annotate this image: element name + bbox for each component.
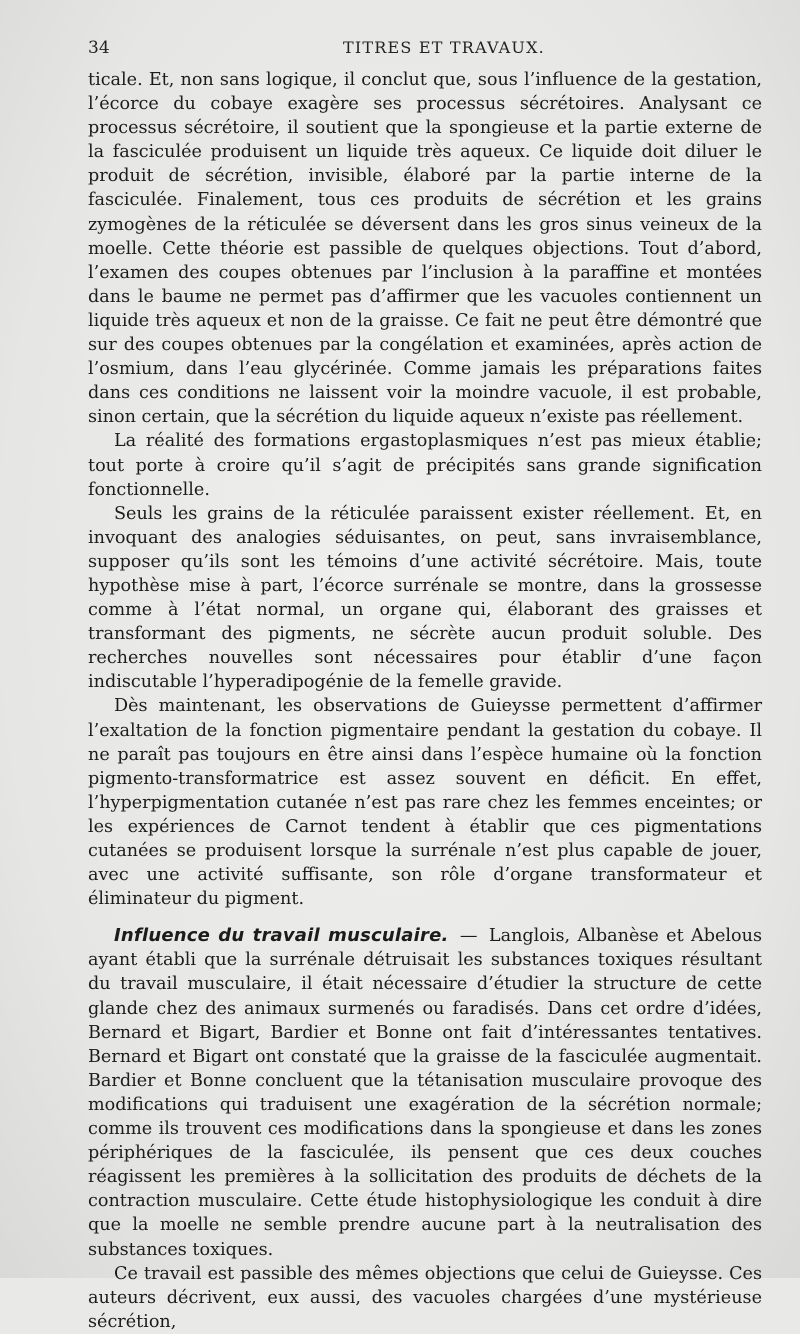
- section-dash: —: [459, 926, 478, 947]
- paragraph: Dès maintenant, les observations de Guieysse permettent d’affirmer l’exaltation de la fonction pigmentaire pendant la gestation du cobaye. Il ne paraît pas toujours en être ainsi dans l’espèce humaine où la fonction pigmento-transformatrice est assez souvent en déficit. En effet, l’hyperpigmentation cutanée n’est pas rare chez les femmes enceintes; or les expériences de Carnot tendent à établir que ces pigmentations cutanées se produisent lorsque la surrénale n’est plus capable de jouer, avec une activité suffisante, son rôle d’organe transformateur et éliminateur du pigment.: [88, 696, 762, 910]
- paragraph: Ce travail est passible des mêmes objections que celui de Guieysse. Ces auteurs décrivent, eux aussi, des vacuoles chargées d’une mystérieuse sécrétion,: [88, 1263, 762, 1332]
- page-header: [88, 38, 760, 64]
- section-first-paragraph-text: Langlois, Albanèse et Abelous ayant établi que la surrénale détruisait les substances toxiques résultant du travail musculaire, il était nécessaire d’étudier la structure de cette glande chez des animaux surmenés ou faradisés. Dans cet ordre d’idées, Bernard et Bigart, Bardier et Bonne ont fait d’intéressantes tentatives. Bernard et Bigart ont constaté que la graisse de la fasciculée augmentait. Bardier et Bonne concluent que la tétanisation musculaire provoque des modifications qui traduisent une exagération de la sécrétion normale; comme ils trouvent ces modifications dans la spongieuse et dans les zones périphériques de la fasciculée, ils pensent que ces deux couches réagissent les premières à la sollicitation des produits de déchets de la contraction musculaire. Cette étude histophysiologique les conduit à dire que la moelle ne semble prendre aucune part à la neutralisation des substances toxiques.: [88, 926, 762, 1260]
- paragraph: Seuls les grains de la réticulée paraissent exister réellement. Et, en invoquant des analogies séduisantes, on peut, sans invraisemblance, supposer qu’ils sont les témoins d’une activité sécrétoire. Mais, toute hypothèse mise à part, l’écorce surrénale se montre, dans la grossesse comme à l’état normal, un organe qui, élaborant des graisses et transformant des pigments, ne sécrète aucun produit soluble. Des recherches nouvelles sont nécessaires pour établir d’une façon indiscutable l’hyperadipogénie de la femelle gravide.: [88, 503, 762, 693]
- paragraph-continued: ticale. Et, non sans logique, il conclut que, sous l’influence de la gestation, l’écorce du cobaye exagère ses processus sécrétoires. Analysant ce processus sécrétoire, il soutient que la spongieuse et la partie externe de la fasciculée produisent un liquide très aqueux. Ce liquide doit diluer le produit de sécrétion, invisible, élaboré par la partie interne de la fasciculée. Finalement, tous ces produits de sécrétion et les grains zymogènes de la réticulée se déversent dans les gros sinus veineux de la moelle. Cette théorie est passible de quelques objections. Tout d’abord, l’examen des coupes obtenues par l’inclusion à la paraffine et montées dans le baume ne permet pas d’affirmer que les vacuoles contiennent un liquide très aqueux et non de la graisse. Ce fait ne peut être démontré que sur des coupes obtenues par la congélation et examinées, après action de l’osmium, dans l’eau glycérinée. Comme jamais les préparations faites dans ces conditions ne laissent voir la moindre vacuole, il est probable, sinon certain, que la sécrétion du liquide aqueux n’existe pas réellement.: [88, 70, 762, 428]
- running-title: TITRES ET TRAVAUX.: [343, 38, 545, 57]
- section-paragraph: [88, 924, 762, 1261]
- page-body: [88, 68, 762, 1334]
- section-title: Influence du travail musculaire.: [114, 925, 449, 947]
- paragraph: La réalité des formations ergastoplasmiques n’est pas mieux établie; tout porte à croire qu’il s’agit de précipités sans grande signification fonctionnelle.: [88, 431, 762, 500]
- page-number: 34: [88, 38, 110, 58]
